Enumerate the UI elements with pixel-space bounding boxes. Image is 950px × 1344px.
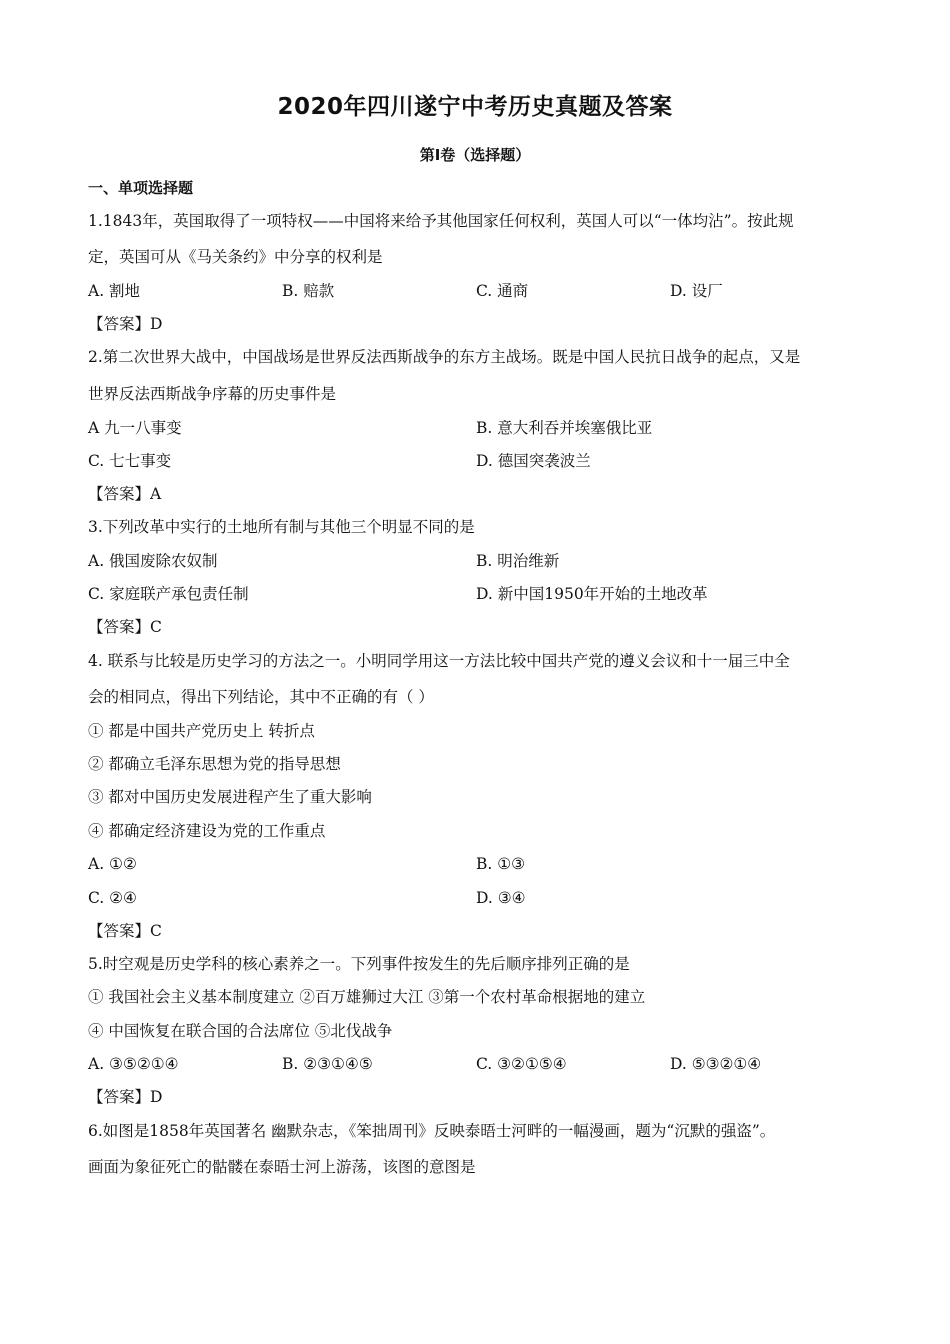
question-2-option-c: C. 七七事变 [88,452,172,470]
question-1-answer: 【答案】D [88,315,163,333]
question-4-option-b: B. ①③ [476,855,526,873]
question-3-option-d: D. 新中国1950年开始的土地改革 [476,585,708,603]
question-4-option-d: D. ③④ [476,889,526,907]
question-5-option-c: C. ③②①⑤④ [476,1055,567,1073]
question-1-option-b: B. 赔款 [282,282,335,300]
question-4-option-a: A. ①② [88,855,137,873]
question-2-option-a: A 九一八事变 [88,419,182,437]
question-4-statement-2: ② 都确立毛泽东思想为党的指导思想 [88,755,341,773]
question-4-line-1: 4. 联系与比较是历史学习的方法之一。小明同学用这一方法比较中国共产党的遵义会议和十一届三中全 [88,652,790,670]
question-5-option-d: D. ⑤③②①④ [670,1055,762,1073]
question-1-line-1: 1.1843年，英国取得了一项特权——中国将来给予其他国家任何权利，英国人可以“一体均沾”。按此规 [88,212,794,230]
question-4-option-c: C. ②④ [88,889,137,907]
section-heading: 一、单项选择题 [88,179,194,197]
question-1-option-c: C. 通商 [476,282,529,300]
question-2-line-1: 2.第二次世界大战中，中国战场是世界反法西斯战争的东方主战场。既是中国人民抗日战争的起点，又是 [88,348,801,366]
question-1-option-a: A. 割地 [88,282,141,300]
question-6-line-2: 画面为象征死亡的骷髅在泰晤士河上游荡，该图的意图是 [88,1158,476,1176]
question-5-option-b: B. ②③①④⑤ [282,1055,373,1073]
question-3-option-a: A. 俄国废除农奴制 [88,552,218,570]
question-5-events-2: ④ 中国恢复在联合国的合法席位 ⑤北伐战争 [88,1022,393,1040]
question-3-option-b: B. 明治维新 [476,552,560,570]
question-5-option-a: A. ③⑤②①④ [88,1055,179,1073]
question-2-answer: 【答案】A [88,485,162,503]
question-4-statement-4: ④ 都确定经济建设为党的工作重点 [88,822,326,840]
question-3-option-c: C. 家庭联产承包责任制 [88,585,249,603]
question-1-line-2: 定，英国可从《马关条约》中分享的权利是 [88,248,383,266]
question-2-line-2: 世界反法西斯战争序幕的历史事件是 [88,385,337,403]
question-3-line-1: 3.下列改革中实行的土地所有制与其他三个明显不同的是 [88,518,475,536]
question-4-line-2: 会的相同点，得出下列结论，其中不正确的有（ ） [88,688,434,706]
question-4-statement-1: ① 都是中国共产党历史上 转折点 [88,722,315,740]
question-1-option-d: D. 设厂 [670,282,723,300]
question-5-answer: 【答案】D [88,1088,163,1106]
question-2-option-d: D. 德国突袭波兰 [476,452,591,470]
question-4-answer: 【答案】C [88,922,162,940]
question-6-line-1: 6.如图是1858年英国著名 幽默杂志，《笨拙周刊》反映泰晤士河畔的一幅漫画，题为“沉默的强盗”。 [88,1122,776,1140]
question-2-option-b: B. 意大利吞并埃塞俄比亚 [476,419,653,437]
page-title: 2020年四川遂宁中考历史真题及答案 [277,94,673,120]
question-5-line-1: 5.时空观是历史学科的核心素养之一。下列事件按发生的先后顺序排列正确的是 [88,955,630,973]
question-5-events-1: ① 我国社会主义基本制度建立 ②百万雄狮过大江 ③第一个农村革命根据地的建立 [88,988,646,1006]
question-3-answer: 【答案】C [88,618,162,636]
volume-subtitle: 第I卷（选择题） [419,146,531,164]
question-4-statement-3: ③ 都对中国历史发展进程产生了重大影响 [88,788,372,806]
